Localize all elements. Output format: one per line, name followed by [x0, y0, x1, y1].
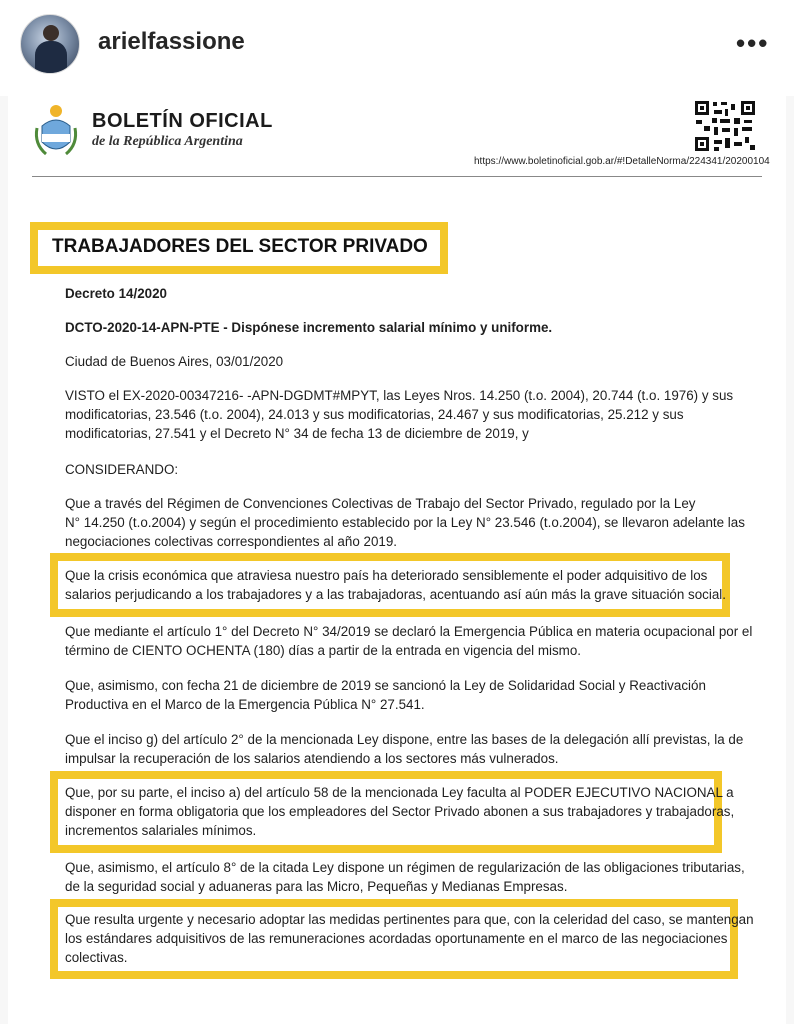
paragraph-line: Que mediante el artículo 1° del Decreto N° 34/2019 se declaró la Emergencia Pública en materia ocupacional por el: [65, 624, 753, 639]
paragraph-line: Que, asimismo, con fecha 21 de diciembre de 2019 se sancionó la Ley de Solidaridad Social y Reactivación: [65, 678, 706, 693]
post-header: [0, 0, 794, 90]
avatar-head: [43, 25, 59, 41]
considerando-heading: CONSIDERANDO:: [65, 462, 179, 477]
post-image: [0, 96, 794, 1024]
paragraph-line: disponer en forma obligatoria que los empleadores del Sector Privado abonen a sus trabajadores y trabajadoras,: [65, 804, 735, 819]
paragraph-line: Que, por su parte, el inciso a) del artículo 58 de la mencionada Ley faculta al PODER EJECUTIVO NACIONAL a: [65, 785, 734, 800]
city-date: Ciudad de Buenos Aires, 03/01/2020: [65, 354, 284, 369]
visto-line: modificatorias, 27.541 y el Decreto N° 34 de fecha 13 de diciembre de 2019, y: [65, 426, 529, 441]
paragraph-line: incrementos salariales mínimos.: [65, 823, 257, 838]
paragraph-line: Que la crisis económica que atraviesa nuestro país ha deteriorado sensiblemente el poder adquisitivo de los: [65, 568, 708, 583]
visto-line: VISTO el EX-2020-00347216- -APN-DGDMT#MPYT, las Leyes Nros. 14.250 (t.o. 2004), 20.744 (t.o. 1976) y sus: [65, 388, 734, 403]
document-url: https://www.boletinoficial.gob.ar/#!DetalleNorma/224341/20200104: [474, 156, 770, 167]
section-title: TRABAJADORES DEL SECTOR PRIVADO: [52, 236, 428, 257]
paragraph-line: Que el inciso g) del artículo 2° de la mencionada Ley dispone, entre las bases de la delegación allí previstas, la de: [65, 732, 744, 747]
paragraph-line: colectivas.: [65, 950, 128, 965]
avatar[interactable]: [20, 14, 80, 74]
paragraph-line: N° 14.250 (t.o.2004) y según el procedimiento establecido por la Ley N° 23.546 (t.o.2004), se llevaron adelante las: [65, 515, 745, 530]
header-divider: [32, 176, 762, 177]
decree-code: DCTO-2020-14-APN-PTE - Dispónese incremento salarial mínimo y uniforme.: [65, 320, 553, 335]
paragraph-line: negociaciones colectivas correspondientes al año 2019.: [65, 534, 398, 549]
paragraph-line: Productiva en el Marco de la Emergencia Pública N° 27.541.: [65, 697, 425, 712]
paragraph-line: Que a través del Régimen de Convenciones Colectivas de Trabajo del Sector Privado, regulado por la Ley: [65, 496, 696, 511]
paragraph-line: Que, asimismo, el artículo 8° de la citada Ley dispone un régimen de regularización de las obligaciones tributarias,: [65, 860, 745, 875]
paragraph-line: término de CIENTO OCHENTA (180) días a partir de la entrada en vigencia del mismo.: [65, 643, 582, 658]
paragraph-line: Que resulta urgente y necesario adoptar las medidas pertinentes para que, con la celeridad del caso, se mantengan: [65, 912, 754, 927]
paragraph-line: los estándares adquisitivos de las remuneraciones acordadas oportunamente en el marco de las negociaciones: [65, 931, 728, 946]
coat-of-arms-icon: [32, 102, 80, 158]
more-horizontal-icon[interactable]: •••: [736, 28, 770, 58]
username-link[interactable]: arielfassione: [98, 28, 245, 55]
qr-code-icon: [694, 100, 756, 152]
visto-line: modificatorias, 23.546 (t.o. 2004), 24.013 y sus modificatorias, 24.467 y sus modificatorias, 25.212 y sus: [65, 407, 684, 422]
paragraph-line: salarios perjudicando a los trabajadores y a las trabajadoras, acentuando así aún más la grave situación social.: [65, 587, 726, 602]
brand-subtitle: de la República Argentina: [92, 134, 243, 149]
paragraph-line: de la seguridad social y aduaneras para las Micro, Pequeñas y Medianas Empresas.: [65, 879, 568, 894]
avatar-body: [35, 41, 67, 74]
brand-title: BOLETÍN OFICIAL: [92, 110, 273, 132]
decree-number: Decreto 14/2020: [65, 286, 167, 301]
document-page: [8, 96, 786, 1024]
paragraph-line: impulsar la recuperación de los salarios atendiendo a los sectores más vulnerados.: [65, 751, 559, 766]
